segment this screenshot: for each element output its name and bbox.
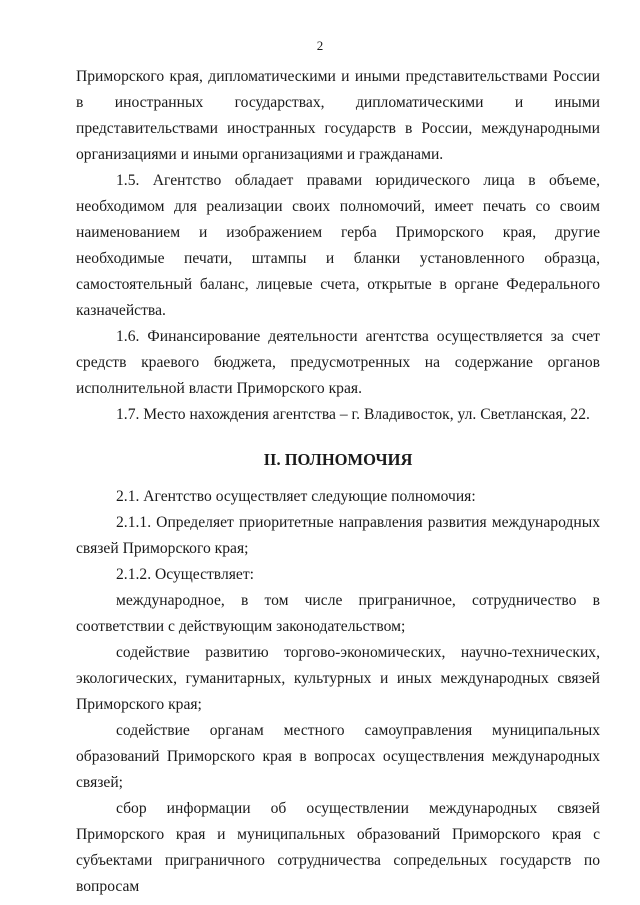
paragraph-2-1-1: 2.1.1. Определяет приоритетные направления развития международных связей Приморского края; [76,514,600,557]
section-heading: II. ПОЛНОМОЧИЯ [263,450,413,469]
paragraph-continuation: Приморского края, дипломатическими и иными представительствами России в иностранных государствах, дипломатическими и иными представительствами иностранных государств в России, международными организациями и иными организациями и гражданами. [76,68,600,163]
document-body [76,64,600,900]
list-item: содействие развитию торгово-экономических, научно-технических, экологических, гуманитарных, культурных и иных международных связей Приморского края; [76,644,600,713]
paragraph-1-6: 1.6. Финансирование деятельности агентства осуществляется за счет средств краевого бюджета, предусмотренных на содержание органов исполнительной власти Приморского края. [76,328,600,397]
paragraph-2-1: 2.1. Агентство осуществляет следующие полномочия: [116,488,476,505]
list-item: содействие органам местного самоуправления муниципальных образований Приморского края в вопросах осуществления международных связей; [76,722,600,791]
paragraph-1-7: 1.7. Место нахождения агентства – г. Владивосток, ул. Светланская, 22. [116,406,590,423]
paragraph-1-5: 1.5. Агентство обладает правами юридического лица в объеме, необходимом для реализации своих полномочий, имеет печать со своим наименованием и изображением герба Приморского края, другие необходимые печати, штампы и бланки установленного образца, самостоятельный баланс, лицевые счета, открытые в органе Федерального казначейства. [76,172,600,319]
page-number: 2 [316,38,324,53]
paragraph-2-1-2: 2.1.2. Осуществляет: [116,566,254,583]
list-item: сбор информации об осуществлении международных связей Приморского края и муниципальных образований Приморского края с субъектами приграничного сотрудничества сопредельных государств по вопросам [76,800,600,895]
list-item: международное, в том числе приграничное, сотрудничество в соответствии с действующим законодательством; [76,592,600,635]
